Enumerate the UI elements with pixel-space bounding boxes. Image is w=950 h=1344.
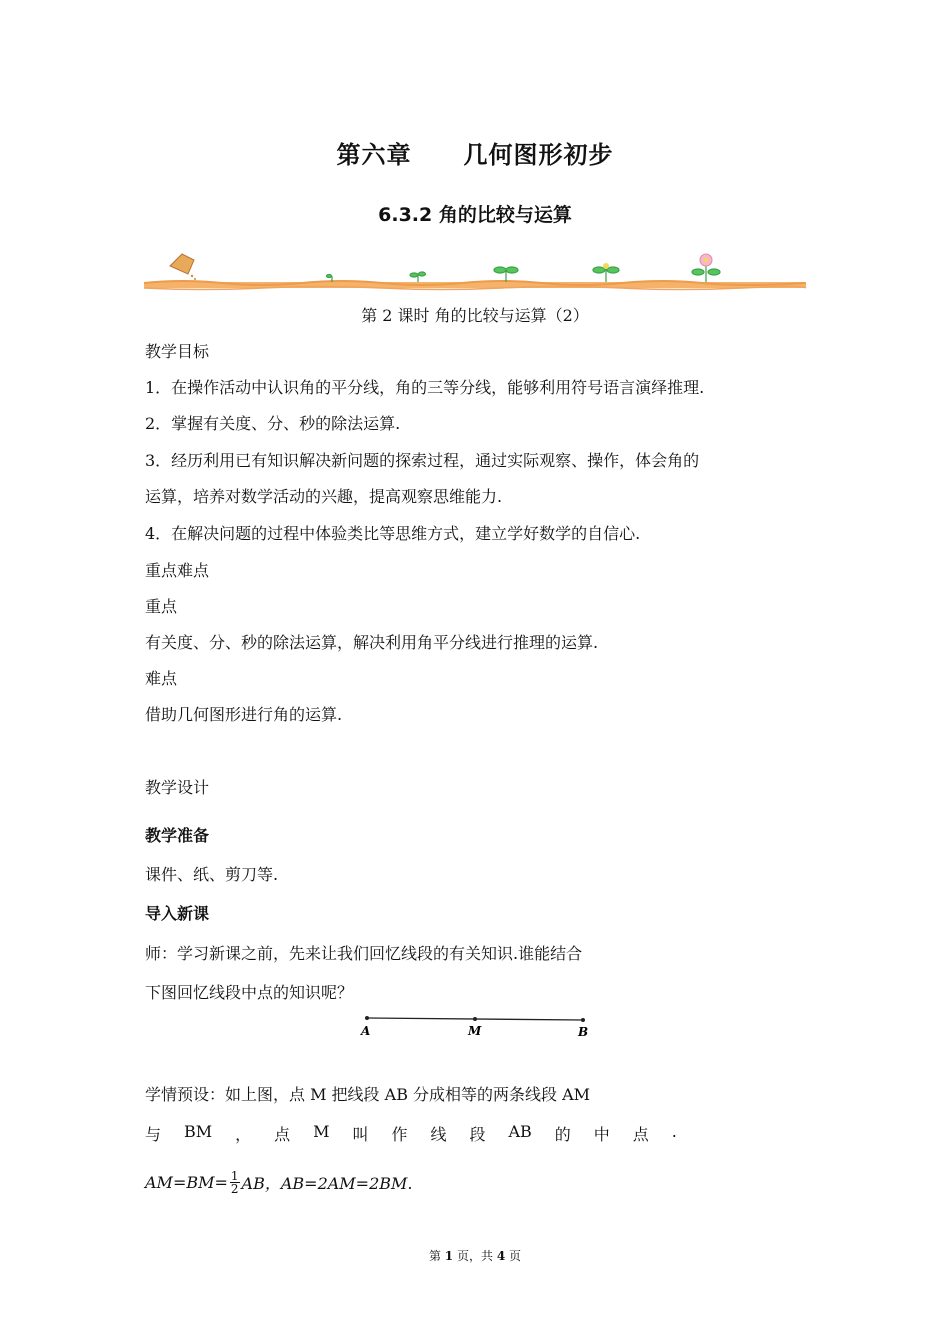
- page-footer: [0, 1247, 950, 1264]
- objective-4: 4．在解决问题的过程中体验类比等思维方式，建立学好数学的自信心.: [145, 524, 641, 543]
- heading-preparation: 教学准备: [145, 826, 210, 845]
- spread-char: 线: [430, 1125, 447, 1144]
- spread-char: AB: [508, 1122, 532, 1141]
- spread-char: 叫: [352, 1125, 369, 1144]
- ground-strip-icon: [144, 281, 806, 290]
- heading-difficulty: 难点: [145, 669, 178, 688]
- label-m: M: [468, 1024, 482, 1038]
- objective-3-cont: 运算，培养对数学活动的兴趣，提高观察思维能力.: [145, 487, 503, 506]
- heading-objectives: 教学目标: [145, 342, 210, 361]
- spread-char: .: [671, 1122, 677, 1141]
- spread-char: 与: [145, 1125, 162, 1144]
- footer-pre: 第: [428, 1249, 441, 1263]
- objective-1: 1．在操作活动中认识角的平分线，角的三等分线，能够利用符号语言演绎推理.: [145, 378, 705, 397]
- spread-line: [145, 1122, 677, 1145]
- footer-total-pages: 4: [496, 1249, 506, 1263]
- section-title: 6.3.2 角的比较与运算: [378, 204, 572, 226]
- line-segment-diagram: [355, 1010, 595, 1040]
- prediction-text: 学情预设：如上图，点 M 把线段 AB 分成相等的两条线段 AM: [145, 1085, 591, 1104]
- intro-text-2: 下图回忆线段中点的知识呢？: [145, 983, 354, 1002]
- footer-page-number: 1: [444, 1249, 454, 1263]
- spread-char: 中: [593, 1125, 610, 1144]
- spread-char: M: [313, 1122, 330, 1141]
- point-m: [473, 1017, 477, 1021]
- fraction-numerator: 1: [230, 1169, 239, 1183]
- footer-mid: 页，共: [456, 1249, 493, 1263]
- lesson-title: 第 2 课时 角的比较与运算（2）: [361, 306, 589, 325]
- heading-design: 教学设计: [145, 778, 210, 797]
- objective-3: 3．经历利用已有知识解决新问题的探索过程，通过实际观察、操作，体会角的: [145, 451, 700, 470]
- fraction-half: [230, 1170, 240, 1195]
- difficulty-text: 借助几何图形进行角的运算.: [145, 705, 343, 724]
- heading-focus: 重点: [145, 597, 178, 616]
- sprout-icon: [327, 264, 721, 282]
- spread-char: BM: [184, 1122, 213, 1141]
- footer-post: 页: [509, 1249, 522, 1263]
- label-b: B: [578, 1025, 589, 1039]
- midpoint-formula: [145, 1170, 413, 1195]
- spread-char: 点: [274, 1125, 291, 1144]
- point-a: [365, 1016, 369, 1020]
- label-a: A: [361, 1024, 371, 1038]
- fraction-denominator: 2: [230, 1182, 239, 1196]
- seed-bag-icon: [170, 254, 196, 280]
- objective-2: 2．掌握有关度、分、秒的除法运算.: [145, 414, 401, 433]
- heading-intro: 导入新课: [145, 904, 210, 923]
- focus-text: 有关度、分、秒的除法运算，解决利用角平分线进行推理的运算.: [145, 633, 599, 652]
- spread-char: 作: [391, 1125, 408, 1144]
- preparation-text: 课件、纸、剪刀等.: [145, 865, 279, 884]
- spread-char: ，: [235, 1125, 252, 1144]
- point-b: [581, 1018, 585, 1022]
- spread-char: 的: [554, 1125, 571, 1144]
- chapter-name: 几何图形初步: [463, 141, 614, 169]
- decorative-banner: [142, 248, 808, 294]
- chapter-number: 第六章: [336, 141, 412, 169]
- formula-left: AM=BM=: [145, 1173, 228, 1192]
- intro-text-1: 师：学习新课之前，先来让我们回忆线段的有关知识.谁能结合: [145, 944, 583, 963]
- heading-key-points: 重点难点: [145, 561, 210, 580]
- formula-right: AB，AB=2AM=2BM.: [241, 1174, 413, 1193]
- spread-char: 点: [632, 1125, 649, 1144]
- spread-char: 段: [469, 1125, 486, 1144]
- flower-icon: [603, 254, 712, 269]
- chapter-title: [0, 135, 950, 170]
